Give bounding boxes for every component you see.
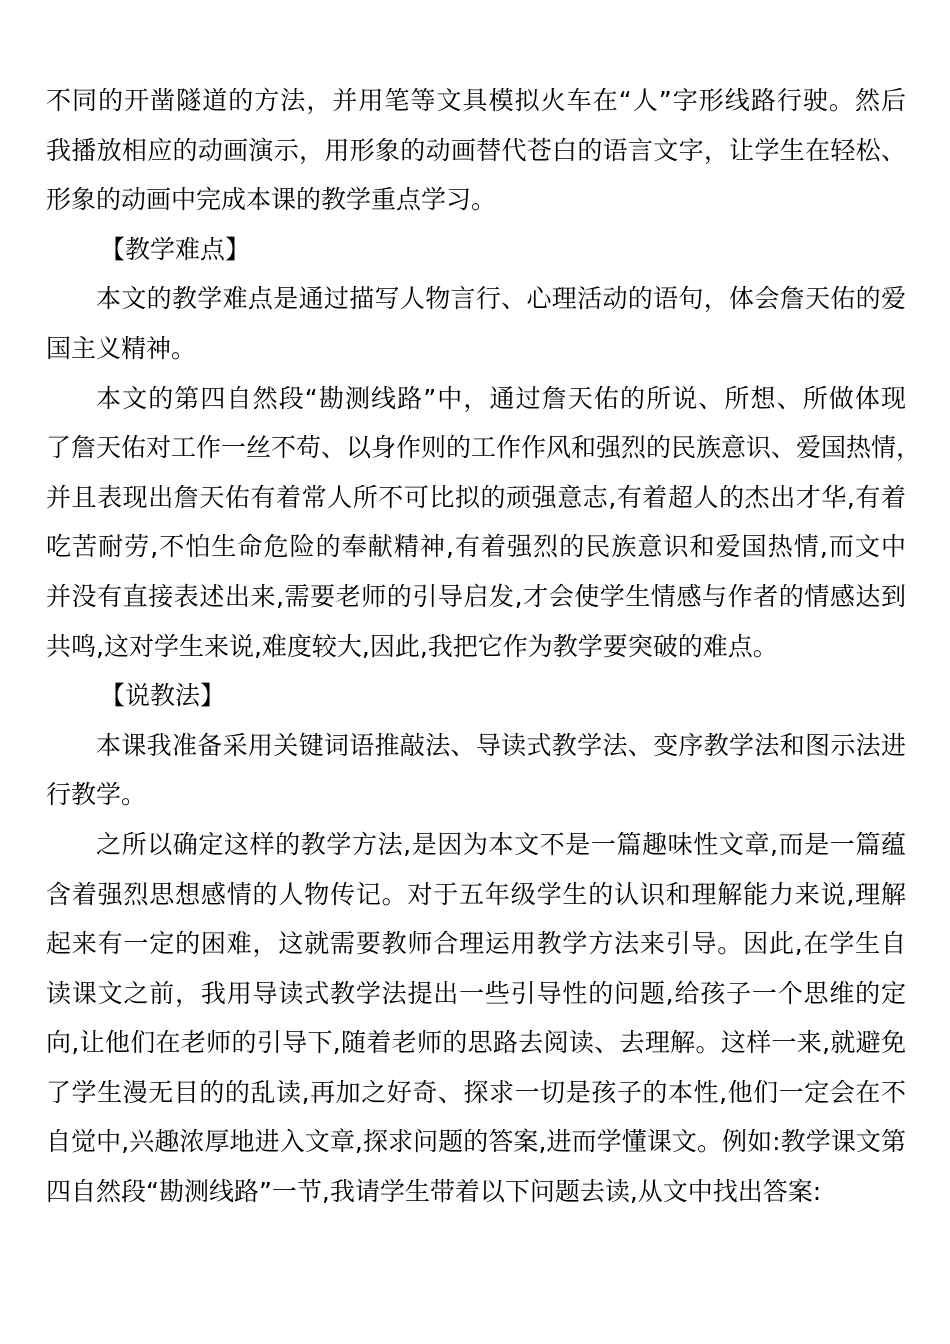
- text-line: 本课我准备采用关键词语推敲法、导读式教学法、变序教学法和图示法进: [96, 730, 906, 760]
- text-line: 读课文之前，我用导读式教学法提出一些引导性的问题,给孩子一个思维的定: [46, 978, 906, 1008]
- text-line: 吃苦耐劳,不怕生命危险的奉献精神,有着强烈的民族意识和爱国热情,而文中: [46, 532, 906, 562]
- text-line: 共鸣,这对学生来说,难度较大,因此,我把它作为教学要突破的难点。: [46, 631, 778, 661]
- text-line: 不同的开凿隧道的方法，并用笔等文具模拟火车在“人”字形线路行驶。然后: [46, 86, 906, 115]
- text-line: 了学生漫无目的的乱读,再加之好奇、探求一切是孩子的本性,他们一定会在不: [46, 1077, 906, 1107]
- text-line: 形象的动画中完成本课的教学重点学习。: [46, 185, 497, 215]
- text-line: 行教学。: [46, 780, 147, 810]
- text-line: 向,让他们在老师的引导下,随着老师的思路去阅读、去理解。这样一来,就避免: [46, 1028, 906, 1058]
- text-line: 四自然段“勘测线路”一节,我请学生带着以下问题去读,从文中找出答案:: [46, 1177, 822, 1207]
- text-line: 之所以确定这样的教学方法,是因为本文不是一篇趣味性文章,而是一篇蕴: [96, 829, 906, 859]
- text-line: 了詹天佑对工作一丝不苟、以身作则的工作作风和强烈的民族意识、爱国热情，: [46, 433, 922, 463]
- text-line: 国主义精神。: [46, 333, 197, 363]
- section-heading: 【教学难点】: [100, 234, 251, 264]
- text-line: 并且表现出詹天佑有着常人所不可比拟的顽强意志,有着超人的杰出才华,有着: [46, 482, 906, 512]
- document-page: [46, 76, 922, 1217]
- text-line: 含着强烈思想感情的人物传记。对于五年级学生的认识和理解能力来说,理解: [46, 879, 906, 909]
- text-line: 自觉中,兴趣浓厚地进入文章,探求问题的答案,进而学懂课文。例如:教学课文第: [46, 1127, 906, 1157]
- text-line: 我播放相应的动画演示，用形象的动画替代苍白的语言文字，让学生在轻松、: [46, 135, 906, 165]
- text-line: 本文的教学难点是通过描写人物言行、心理活动的语句，体会詹天佑的爱: [96, 284, 906, 314]
- section-heading: 【说教法】: [100, 681, 226, 711]
- text-line: 本文的第四自然段“勘测线路”中，通过詹天佑的所说、所想、所做体现: [96, 383, 906, 413]
- text-line: 并没有直接表述出来,需要老师的引导启发,才会使学生情感与作者的情感达到: [46, 581, 906, 611]
- text-line: 起来有一定的困难，这就需要教师合理运用教学方法来引导。因此,在学生自: [46, 929, 906, 959]
